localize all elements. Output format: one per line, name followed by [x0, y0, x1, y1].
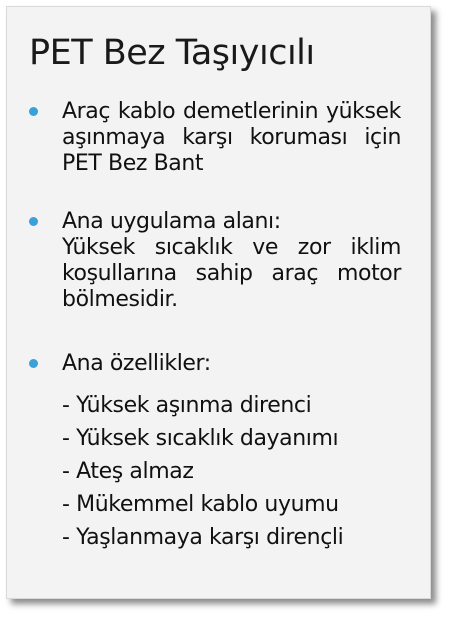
feature-item: - Yaşlanmaya karşı dirençli [62, 525, 344, 550]
feature-item: - Mükemmel kablo uyumu [62, 492, 339, 517]
bullet-description: Yüksek sıcaklık ve zor iklim koşullarına sahip araç motor bölmesidir. [62, 235, 401, 312]
product-info-card [6, 6, 431, 599]
feature-item: - Yüksek sıcaklık dayanımı [62, 426, 339, 451]
bullet-heading: Ana uygulama alanı: [62, 209, 281, 234]
feature-item: - Ateş almaz [62, 459, 194, 484]
bullet-text [62, 209, 401, 313]
bullet-dot-icon [29, 107, 38, 116]
feature-list [62, 389, 343, 554]
bullet-dot-icon [29, 217, 38, 226]
bullet-item [29, 351, 401, 377]
bullet-item [29, 99, 401, 177]
bullet-item [29, 209, 401, 313]
bullet-text: Araç kablo demetlerinin yüksek aşınmaya karşı koruması için PET Bez Bant [62, 99, 401, 176]
card-title: PET Bez Taşıyıcılı [29, 33, 315, 73]
feature-item: - Yüksek aşınma direnci [62, 393, 312, 418]
bullet-text: Ana özellikler: [62, 351, 211, 376]
bullet-dot-icon [29, 359, 38, 368]
